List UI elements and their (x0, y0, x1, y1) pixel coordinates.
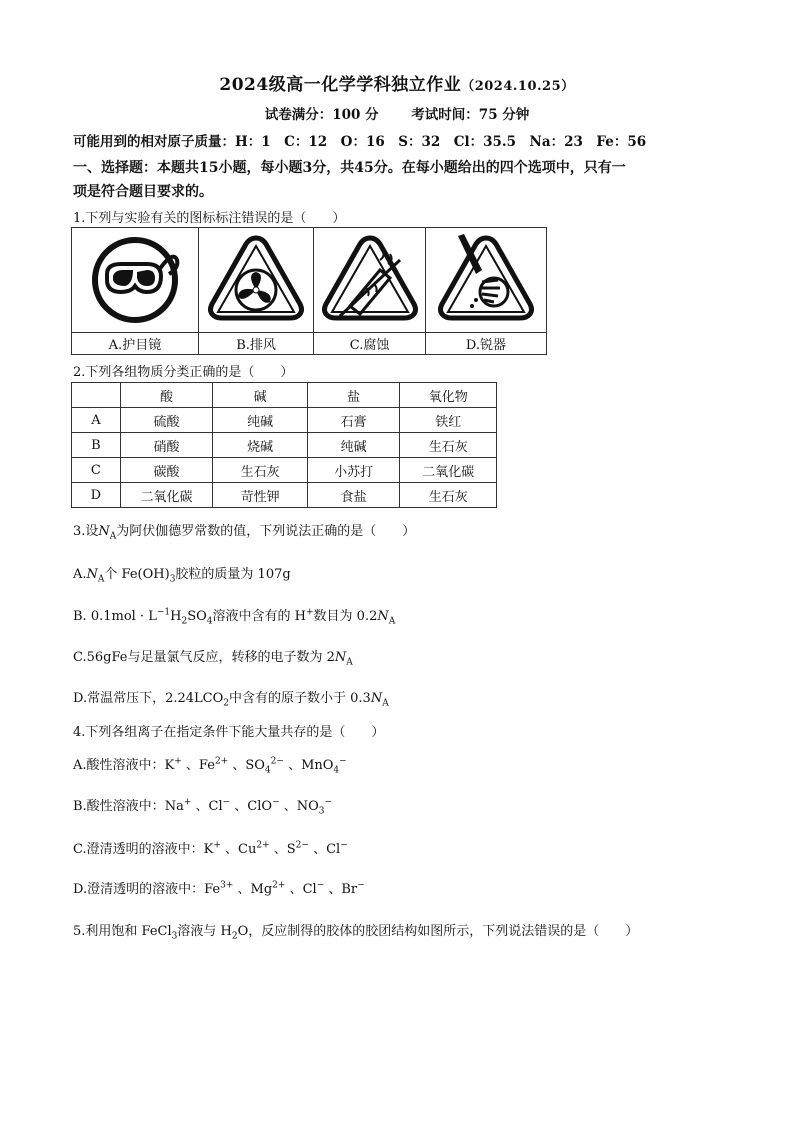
q3-option-d: D.常温常压下，$2.24LCO_2$中含有的原子数小于 $0.3N_A$ (73, 691, 389, 709)
table-cell: 食盐 (307, 483, 400, 508)
table-header-row (72, 383, 497, 408)
table-cell: 二氧化碳 (120, 483, 213, 508)
table-cell: 二氧化碳 (400, 458, 497, 483)
table-cell: 石膏 (307, 408, 400, 433)
q1-stem: 1.下列与实验有关的图标标注错误的是（ ） (73, 211, 346, 226)
table-header-cell: 盐 (307, 383, 400, 408)
exam-time: 考试时间：75 分钟 (411, 107, 530, 123)
table-cell: 硝酸 (120, 433, 213, 458)
table-cell: 纯碱 (307, 433, 400, 458)
table-row (72, 483, 497, 508)
table-header-cell (72, 383, 121, 408)
full-score: 试卷满分：100 分 (264, 107, 379, 123)
option-c-label: C.腐蚀 (314, 333, 426, 355)
section-heading: 一、选择题：本题共15小题，每小题3分，共45分。在每小题给出的四个选项中，只有一 (73, 160, 626, 176)
section-heading-cont: 项是符合题目要求的。 (73, 184, 213, 200)
table-cell: 烧碱 (213, 433, 308, 458)
table-cell: 铁红 (400, 408, 497, 433)
option-d-label: D.锐器 (425, 333, 546, 355)
q3-option-a: $A.N_A$个 $Fe(OH)_3$胶粒的质量为 107g (73, 567, 291, 585)
q2-classification-table (71, 382, 497, 508)
table-cell: 纯碱 (213, 408, 308, 433)
q4-option-a: A.酸性溶液中：K+ 、$Fe^{2+}$ 、$SO_4^{2-}$ 、MnO$_4$− (73, 756, 347, 776)
table-cell: 小苏打 (307, 458, 400, 483)
fan-icon (198, 228, 313, 333)
table-header-cell: 氧化物 (400, 383, 497, 408)
option-a-label: A.护目镜 (72, 333, 199, 355)
table-row (72, 458, 497, 483)
q3-option-b: B. $0.1mol \cdot L^{-1}H_2SO_4$溶液中含有的 H+数目为 $0.2N_A$ (73, 607, 396, 627)
q4-stem: 4.下列各组离子在指定条件下能大量共存的是（ ） (73, 725, 385, 740)
table-header-cell: 碱 (213, 383, 308, 408)
table-row (72, 433, 497, 458)
exam-info (0, 103, 794, 123)
table-cell: 生石灰 (400, 433, 497, 458)
sharp-icon (425, 228, 546, 333)
option-b-label: B.排风 (198, 333, 313, 355)
table-cell: 生石灰 (213, 458, 308, 483)
table-cell: 生石灰 (400, 483, 497, 508)
q3-stem: 3.设$N_A$为阿伏伽德罗常数的值，下列说法正确的是（ ） (73, 524, 416, 542)
table-cell: D (72, 483, 121, 508)
q4-option-d: D.澄清透明的溶液中：$Fe^{3+}$ 、$Mg^{2+}$ 、Cl− 、Br− (73, 880, 365, 897)
table-cell: A (72, 408, 121, 433)
corrosion-icon (314, 228, 426, 333)
table-cell: 碳酸 (120, 458, 213, 483)
q3-option-c: C.56gFe与足量氯气反应，转移的电子数为 $2N_A$ (73, 650, 353, 668)
exam-date: （2024.10.25） (461, 79, 575, 94)
table-header-cell: 酸 (120, 383, 213, 408)
q4-option-b: B.酸性溶液中：Na+ 、Cl− 、ClO− 、$NO_3^-$ (73, 797, 333, 817)
atomic-masses: 可能用到的相对原子质量：H：1 C：12 O：16 S：32 Cl：35.5 Na：23 Fe：56 (73, 134, 647, 150)
q5-stem: 5.利用饱和 FeCl$_3$溶液与 $H_2O$，反应制得的胶体的胶团结构如图所示，下列说法错误的是（ ） (73, 924, 639, 942)
table-cell: B (72, 433, 121, 458)
page-title: 2024级高一化学学科独立作业（2024.10.25） (219, 75, 575, 95)
table-cell: 苛性钾 (213, 483, 308, 508)
q2-stem: 2.下列各组物质分类正确的是（ ） (73, 365, 294, 380)
table-cell: C (72, 458, 121, 483)
goggles-icon (72, 228, 199, 333)
q4-option-c: C.澄清透明的溶液中：K+ 、$Cu^{2+}$ 、$S^{2-}$ 、Cl− (73, 840, 348, 857)
q1-icon-table (71, 227, 547, 355)
table-cell: 硫酸 (120, 408, 213, 433)
table-row (72, 408, 497, 433)
